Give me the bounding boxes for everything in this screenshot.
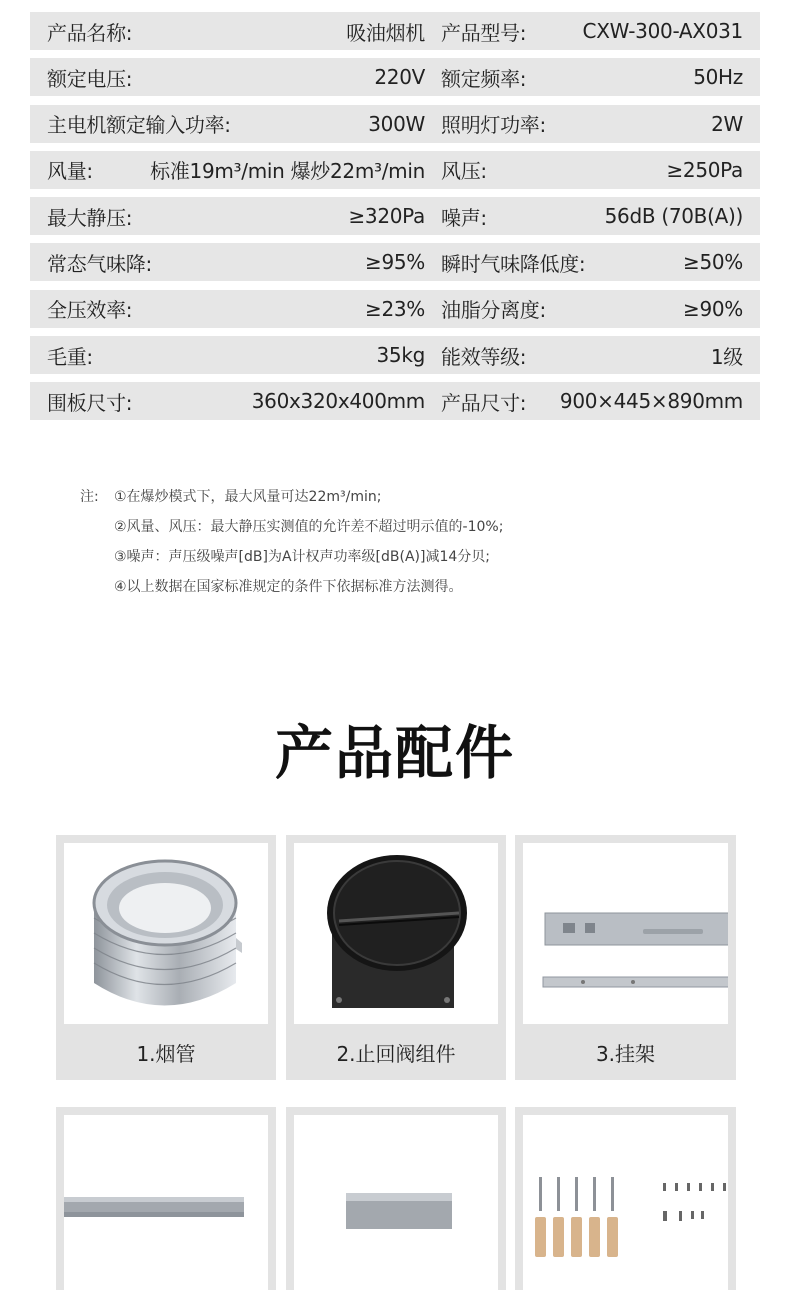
spec-label: 主电机额定输入功率: [47,113,231,138]
spec-value: 标准19m³/min 爆炒22m³/min [150,159,425,184]
spec-value: 56dB (70B(A)) [604,204,743,229]
spec-value: ≥90% [682,296,743,321]
spec-label: 风压: [441,159,487,184]
spec-label: 最大静压: [47,205,133,230]
spec-value: 50Hz [693,65,743,90]
section-title: 产品配件 [274,719,515,787]
note-line: ②风量、风压：最大静压实测值的允许差不超过明示值的-10%; [114,519,504,535]
note-prefix: 注: [80,489,99,505]
spec-value: 360x320x400mm [251,389,425,414]
note-line: ④以上数据在国家标准规定的条件下依据标准方法测得。 [114,579,463,595]
spec-value: ≥250Pa [666,157,743,182]
accessory-card [56,1107,276,1290]
spec-label: 全压效率: [47,298,133,323]
spec-label: 油脂分离度: [441,298,546,323]
spec-label: 产品型号: [441,20,527,45]
accessory-card [286,1107,506,1290]
spec-label: 风量: [47,159,93,184]
spec-value: ≥95% [364,250,425,275]
bracket-icon [523,843,728,1024]
spec-label: 毛重: [47,344,93,369]
spec-row [30,151,760,189]
spec-label: 照明灯功率: [441,113,546,138]
spec-value: 吸油烟机 [346,20,425,45]
spec-value: 220V [374,65,425,90]
spec-value: ≥23% [364,296,425,321]
spec-label: 噪声: [441,205,487,230]
duct-hose-icon [64,843,268,1024]
spec-row [30,58,760,96]
spec-value: CXW-300-AX031 [582,19,743,43]
spec-label: 产品尺寸: [441,390,527,415]
spec-value: 2W [711,111,743,136]
spec-table [30,12,760,429]
accessory-card [515,1107,736,1290]
spec-label: 额定频率: [441,66,527,91]
accessory-card [515,835,736,1080]
check-valve-icon [294,843,498,1024]
spec-label: 围板尺寸: [47,390,133,415]
note-line: ③噪声：声压级噪声[dB]为A计权声功率级[dB(A)]减14分贝; [114,549,490,565]
note-line: ①在爆炒模式下，最大风量可达22m³/min; [114,489,382,505]
spec-row [30,243,760,281]
accessory-caption: 3.挂架 [595,1041,656,1066]
accessory-card [56,835,276,1080]
spec-value: 35kg [376,343,425,368]
spec-row [30,382,760,420]
spec-value: 300W [368,111,425,136]
spec-label: 瞬时气味降低度: [441,251,586,276]
spec-notes [80,482,503,602]
spec-row [30,336,760,374]
cover-panel-icon [64,1115,268,1290]
accessory-caption: 1.烟管 [136,1041,196,1066]
spec-label: 能效等级: [441,344,527,369]
accessory-card [286,835,506,1080]
accessory-caption: 2.止回阀组件 [336,1041,456,1066]
spec-value: 1级 [710,344,743,369]
spec-label: 常态气味降: [47,251,152,276]
spec-row [30,197,760,235]
spec-label: 产品名称: [47,20,133,45]
spec-value: 900×445×890mm [559,389,743,414]
spec-label: 额定电压: [47,66,133,91]
screws-icon [523,1115,728,1290]
spec-value: ≥50% [682,250,743,275]
spec-value: ≥320Pa [348,204,425,229]
spec-row [30,290,760,328]
spec-row [30,105,760,143]
mount-plate-icon [294,1115,498,1290]
spec-row [30,12,760,50]
